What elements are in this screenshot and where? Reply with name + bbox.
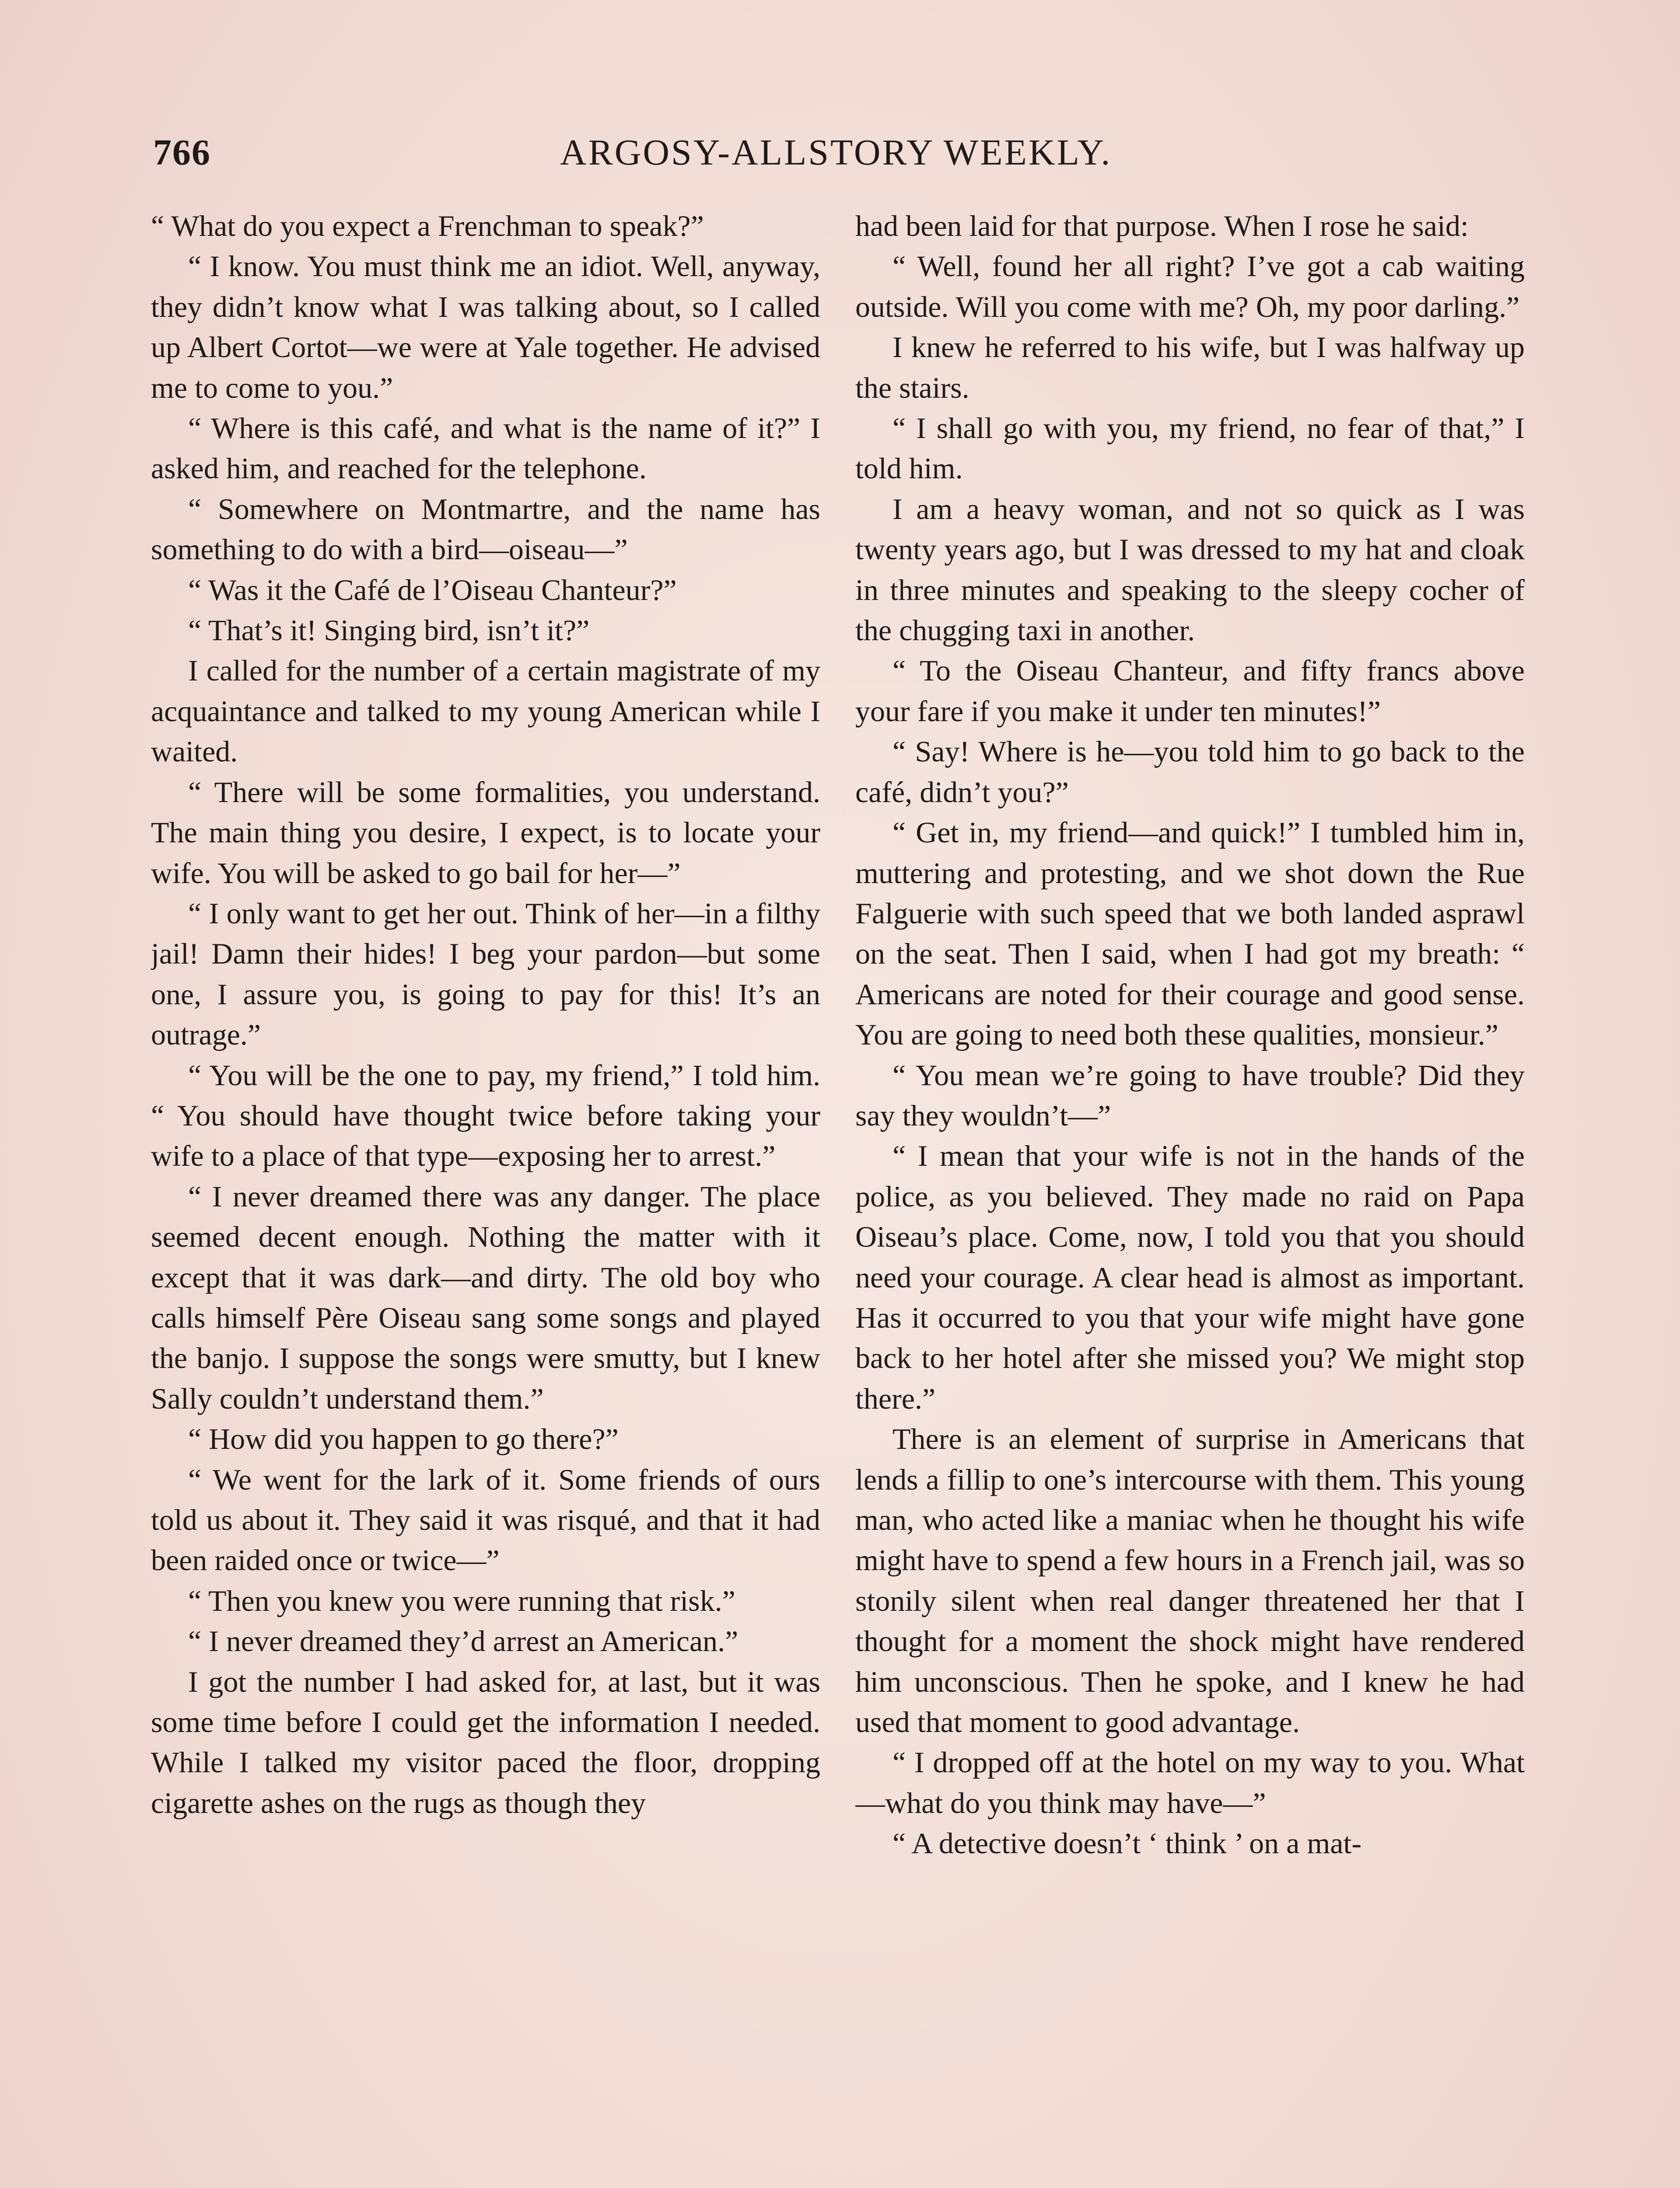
paragraph: “ Somewhere on Montmartre, and the name has something to do with a bird—oiseau—”	[151, 492, 820, 566]
paragraph: “ I mean that your wife is not in the hands of the police, as you believed. They made no raid on Papa Oiseau’s place. Come, now, I told you that you should need your courage. A clear head is almost as important. Has it occurred to you that your wife might have gone back to her hotel after she missed you? We might stop there.”	[855, 1139, 1525, 1415]
paragraph: “ Get in, my friend—and quick!” I tumbled him in, muttering and protesting, and we shot down the Rue Falguerie with such speed that we both landed asprawl on the seat. Then I said, when I had got my breath: “ Americans are noted for their courage and good sense. You are going to need both these qualities, monsieur.”	[855, 816, 1525, 1052]
paragraph: I called for the number of a certain magistrate of my acquaintance and talked to my young American while I waited.	[151, 654, 820, 768]
paragraph: “ I never dreamed they’d arrest an American.”	[188, 1624, 738, 1658]
paragraph: “ I only want to get her out. Think of her—in a filthy jail! Damn their hides! I beg your pardon—but some one, I assure you, is going to pay for this! It’s an outrage.”	[151, 896, 820, 1052]
paragraph: “ I never dreamed there was any danger. The place seemed decent enough. Nothing the matter with it except that it was dark—and dirty. The old boy who calls himself Père Oiseau sang some songs and played the banjo. I suppose the songs were smutty, but I knew Sally couldn’t understand them.”	[151, 1179, 820, 1415]
paragraph: “ There will be some formalities, you understand. The main thing you desire, I expect, is to locate your wife. You will be asked to go bail for her—”	[151, 775, 820, 890]
paragraph: “ How did you happen to go there?”	[188, 1422, 619, 1456]
paragraph: “ What do you expect a Frenchman to speak?”	[151, 209, 704, 242]
paragraph: “ Then you knew you were running that risk.”	[188, 1584, 735, 1617]
paragraph: “ Where is this café, and what is the name of it?” I asked him, and reached for the telephone.	[151, 411, 820, 485]
paragraph: “ You will be the one to pay, my friend,” I told him. “ You should have thought twice before taking your wife to a place of that type—exposing her to arrest.”	[151, 1058, 820, 1173]
paragraph: “ I dropped off at the hotel on my way to you. What—what do you think may have—”	[855, 1746, 1525, 1820]
paragraph: I got the number I had asked for, at last, but it was some time before I could get the information I needed. While I talked my visitor paced the floor, dropping cigarette ashes on the rugs as though they	[151, 1665, 820, 1820]
paragraph: “ Well, found her all right? I’ve got a cab waiting outside. Will you come with me? Oh, my poor darling.”	[855, 249, 1525, 323]
paragraph: had been laid for that purpose. When I rose he said:	[855, 209, 1469, 242]
paragraph: “ Say! Where is he—you told him to go back to the café, didn’t you?”	[855, 735, 1525, 809]
paragraph: “ We went for the lark of it. Some friends of ours told us about it. They said it was risqué, and that it had been raided once or twice—”	[151, 1462, 820, 1577]
page-number: 766	[153, 132, 211, 173]
paragraph: “ I know. You must think me an idiot. Well, anyway, they didn’t know what I was talking about, so I called up Albert Cortot—we were at Yale together. He advised me to come to you.”	[151, 249, 820, 404]
paragraph: “ Was it the Café de l’Oiseau Chanteur?”	[188, 573, 677, 607]
paragraph: “ To the Oiseau Chanteur, and fifty francs above your fare if you make it under ten minutes!”	[855, 654, 1525, 728]
paragraph: “ A detective doesn’t ‘ think ’ on a mat-	[892, 1827, 1362, 1860]
paragraph: “ You mean we’re going to have trouble? Did they say they wouldn’t—”	[855, 1058, 1525, 1132]
running-head: ARGOSY-ALLSTORY WEEKLY.	[560, 132, 1112, 173]
left-column	[151, 206, 820, 2188]
paragraph: I am a heavy woman, and not so quick as I was twenty years ago, but I was dressed to my hat and cloak in three minutes and speaking to the sleepy cocher of the chugging taxi in another.	[855, 492, 1525, 647]
paragraph: “ That’s it! Singing bird, isn’t it?”	[188, 614, 590, 647]
right-column	[855, 206, 1525, 2188]
paragraph: There is an element of surprise in Americans that lends a fillip to one’s intercourse with them. This young man, who acted like a maniac when he thought his wife might have to spend a few hours in a French jail, was so stonily silent when real danger threatened her that I thought for a moment the shock might have rendered him unconscious. Then he spoke, and I knew he had used that moment to good advantage.	[855, 1422, 1525, 1739]
paragraph: “ I shall go with you, my friend, no fear of that,” I told him.	[855, 411, 1525, 485]
page-header	[153, 131, 1536, 179]
paragraph: I knew he referred to his wife, but I was halfway up the stairs.	[855, 330, 1525, 404]
